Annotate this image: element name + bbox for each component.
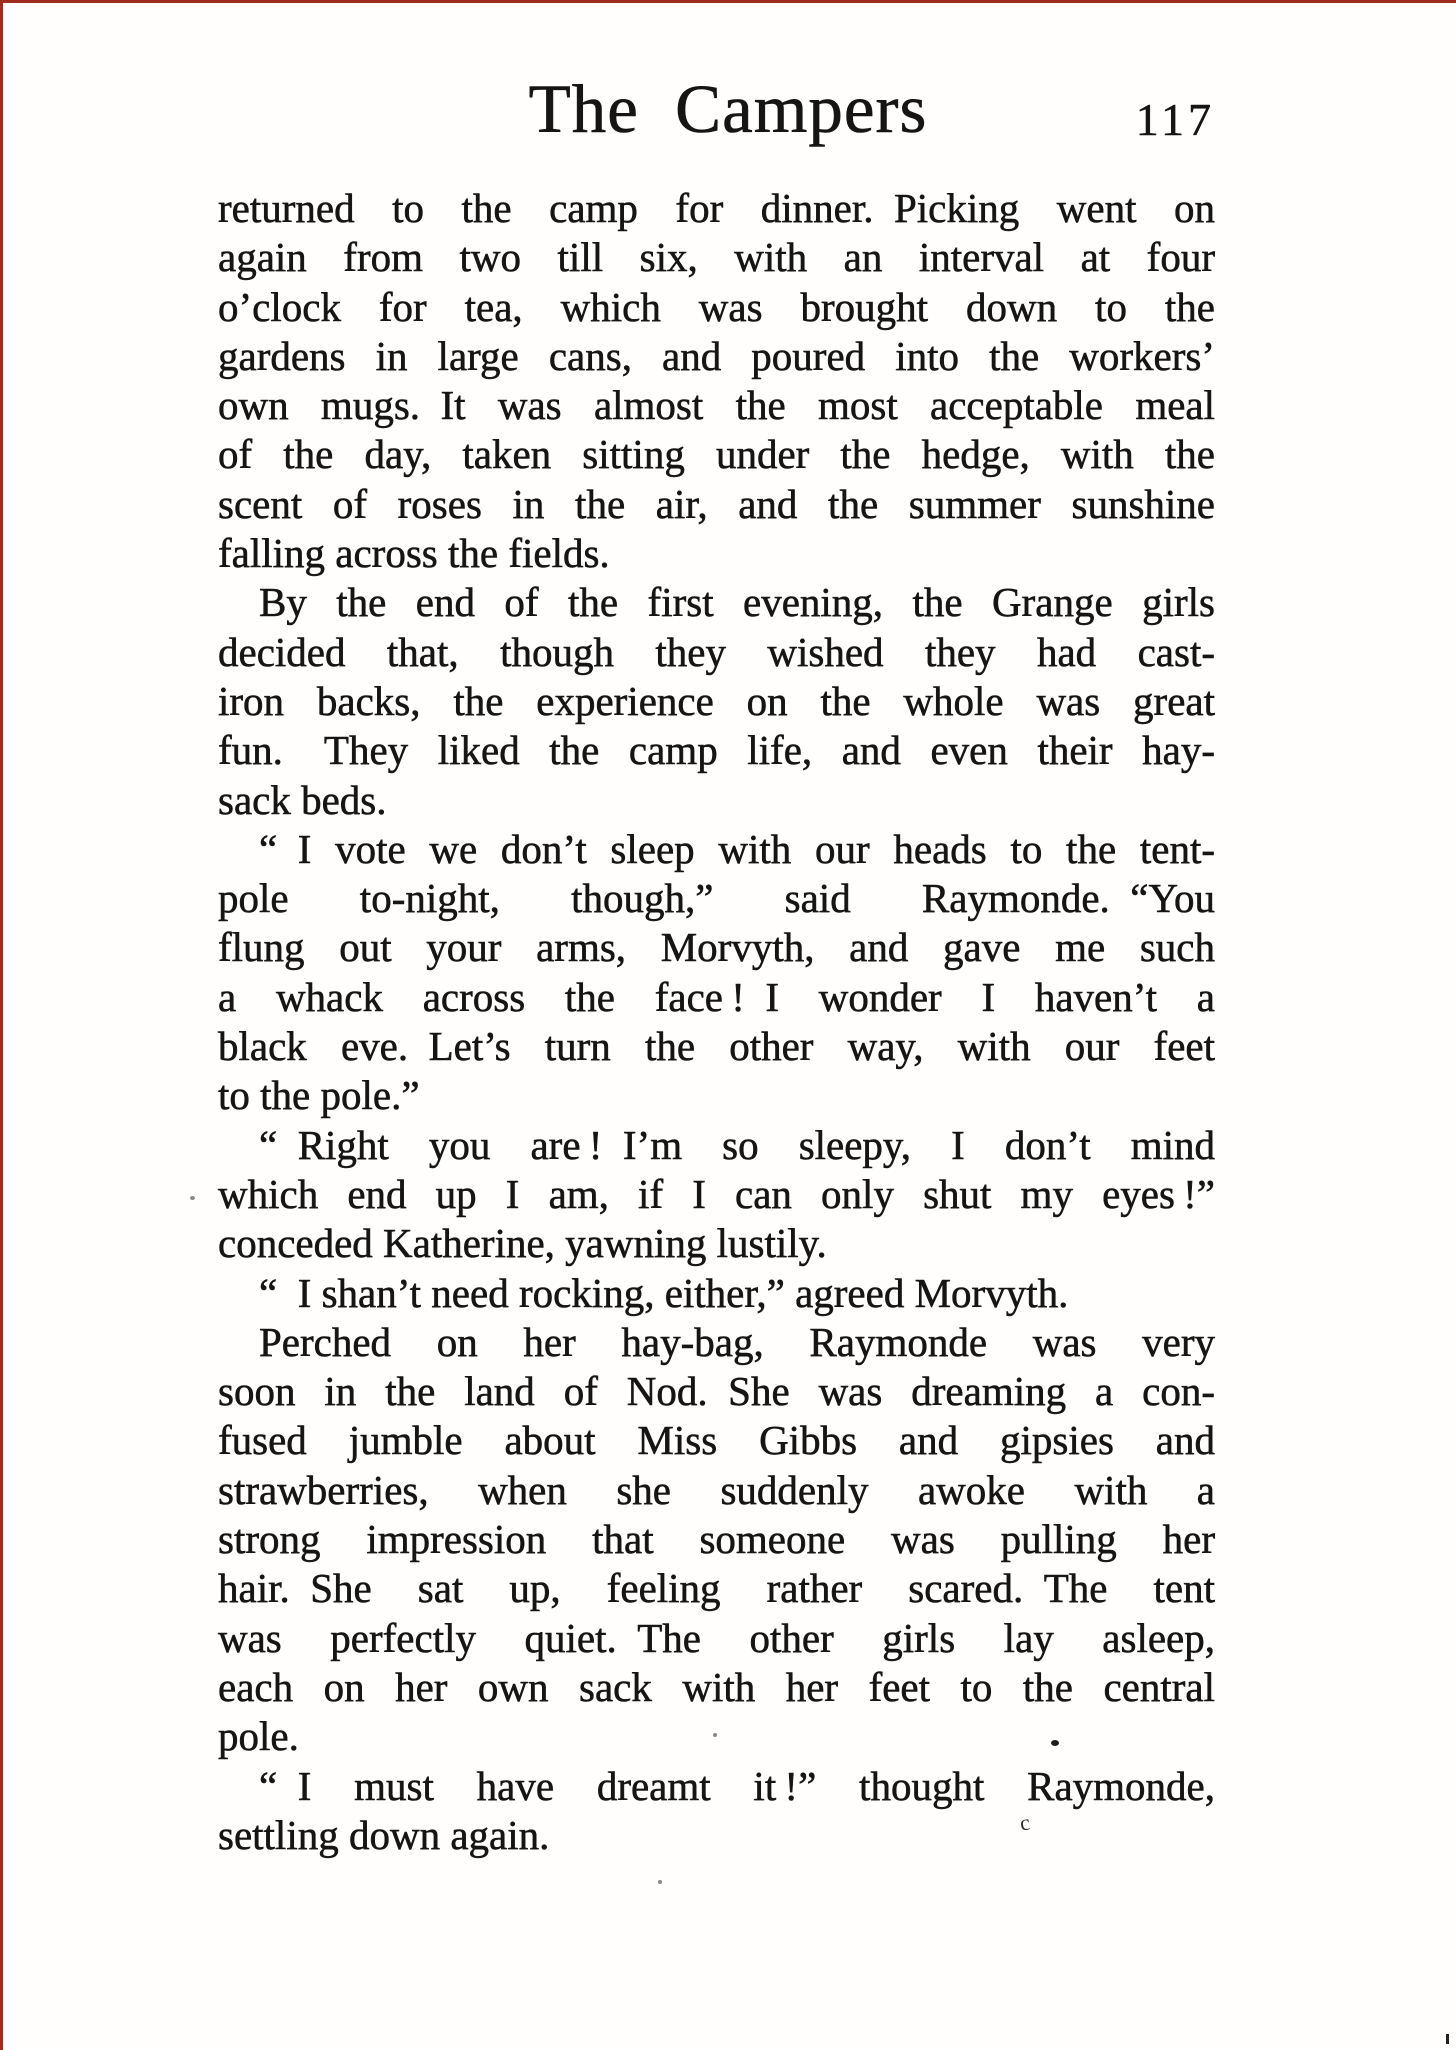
text-line: again from two till six, with an interval at four [218,234,1215,281]
ink-speck [1446,2034,1449,2044]
scan-edge-left-line [0,0,3,2050]
text-line: iron backs, the experience on the whole was great [218,677,1215,724]
text-line: gardens in large cans, and poured into the workers’ [218,332,1215,379]
text-line: “ I must have dreamt it !” thought Raymonde, [259,1762,1215,1809]
text-line: black eve. Let’s turn the other way, with our feet [218,1023,1215,1070]
text-line: “ Right you are ! I’m so sleepy, I don’t mind [259,1121,1215,1168]
text-line: settling down again. [218,1811,550,1858]
text-line: to the pole.” [218,1072,420,1119]
text-block [218,184,1215,1860]
text-line: which end up I am, if I can only shut my eyes !” [218,1170,1215,1217]
text-line: was perfectly quiet. The other girls lay asleep, [218,1614,1215,1661]
stray-ink-glyph: c [1018,1809,1032,1836]
text-line: strong impression that someone was pulling her [218,1516,1215,1563]
page-number: 117 [1135,94,1215,145]
text-line: scent of roses in the air, and the summer sunshine [218,480,1215,527]
text-line: fused jumble about Miss Gibbs and gipsies and [218,1417,1215,1464]
text-line: pole. [218,1713,299,1760]
text-line: own mugs. It was almost the most acceptable meal [218,382,1215,429]
ink-speck [713,1733,717,1737]
text-line: strawberries, when she suddenly awoke with a [218,1466,1215,1513]
text-line: fun. They liked the camp life, and even their hay- [218,727,1215,774]
text-line: returned to the camp for dinner. Picking went on [218,185,1215,231]
ink-speck [658,1880,662,1884]
ink-speck [190,1196,195,1200]
ink-speck [1051,1740,1059,1746]
text-line: o’clock for tea, which was brought down to the [218,283,1215,330]
text-line: conceded Katherine, yawning lustily. [218,1220,827,1267]
text-line: of the day, taken sitting under the hedge, with the [218,431,1215,478]
text-line: “ I vote we don’t sleep with our heads to the tent- [259,825,1215,872]
text-line: sack beds. [218,776,387,823]
text-line: Perched on her hay-bag, Raymonde was very [259,1318,1215,1365]
running-title: The Campers [528,71,928,147]
text-line: each on her own sack with her feet to the central [218,1663,1215,1710]
text-line: By the end of the first evening, the Grange girls [259,579,1215,626]
text-line: falling across the fields. [218,530,610,577]
text-line: “ I shan’t need rocking, either,” agreed Morvyth. [259,1269,1069,1316]
text-line: flung out your arms, Morvyth, and gave me such [218,924,1215,971]
text-line: pole to-night, though,” said Raymonde. “You [218,875,1215,922]
text-line: soon in the land of Nod. She was dreaming a con- [218,1368,1215,1415]
text-line: decided that, though they wished they had cast- [218,628,1215,675]
text-line: hair. She sat up, feeling rather scared. The tent [218,1565,1215,1612]
text-line: a whack across the face ! I wonder I haven’t a [218,973,1215,1020]
scan-edge-top-line [0,0,1456,3]
